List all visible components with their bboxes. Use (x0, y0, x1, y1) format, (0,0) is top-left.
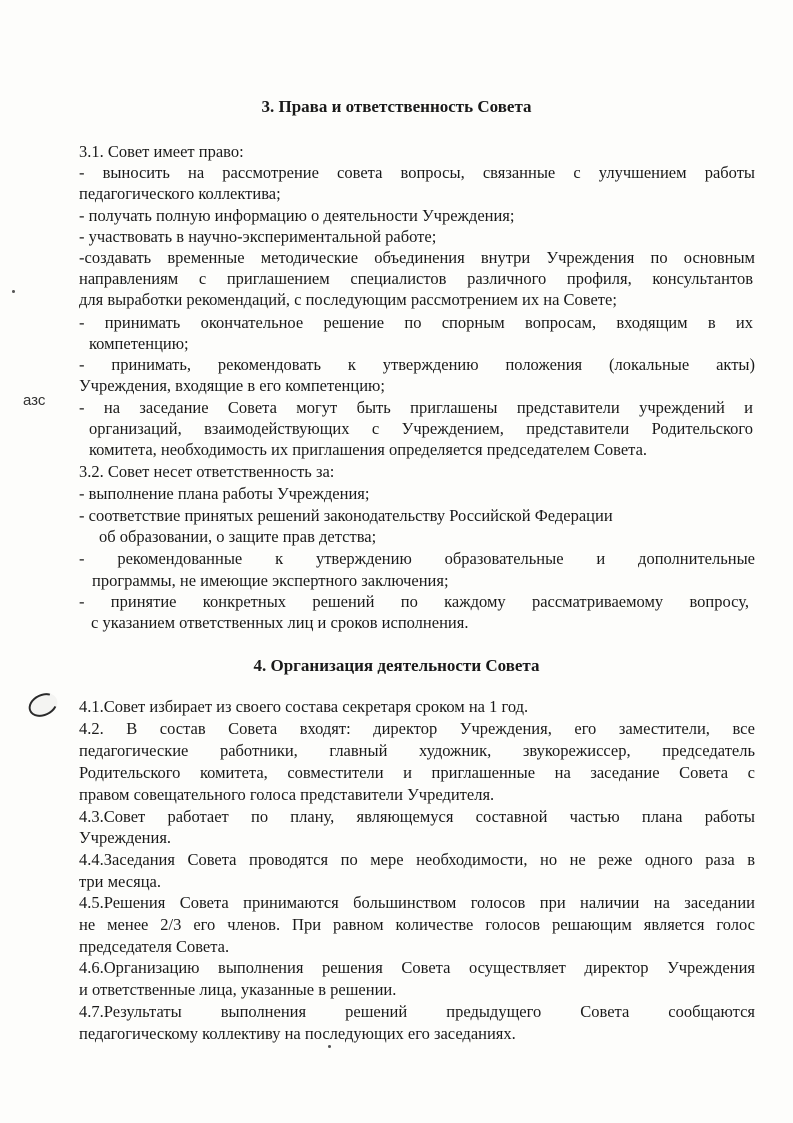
text-line: - принимать, рекомендовать к утверждению положения (локальные акты) (79, 355, 755, 374)
section-4-title: 4. Организация деятельности Совета (253, 656, 540, 675)
text-line: не менее 2/3 его членов. При равном количестве голосов решающим является голос (79, 915, 755, 934)
text-line: - выполнение плана работы Учреждения; (79, 484, 370, 503)
text-line: Учреждения. (79, 828, 172, 847)
text-line: с указанием ответственных лиц и сроков исполнения. (91, 613, 469, 632)
text-line: и ответственные лица, указанные в решении. (79, 980, 397, 999)
margin-mark: азс (23, 392, 46, 409)
text-line: - получать полную информацию о деятельности Учреждения; (79, 206, 515, 225)
text-line: -создавать временные методические объединения внутри Учреждения по основным (79, 248, 755, 267)
text-line: правом совещательного голоса представители Учредителя. (79, 785, 495, 804)
text-line: педагогические работники, главный художник, звукорежиссер, председатель (79, 741, 755, 760)
text-line: 4.5.Решения Совета принимаются большинством голосов при наличии на заседании (79, 893, 755, 912)
text-line: 3.1. Совет имеет право: (79, 142, 244, 161)
text-line: для выработки рекомендаций, с последующим рассмотрением их на Совете; (79, 290, 617, 309)
text-line: педагогическому коллективу на последующих его заседаниях. (79, 1024, 516, 1043)
text-line: 4.4.Заседания Совета проводятся по мере необходимости, но не реже одного раза в (79, 850, 755, 869)
text-line: Учреждения, входящие в его компетенцию; (79, 376, 385, 395)
text-line: об образовании, о защите прав детства; (99, 527, 377, 546)
text-line: председателя Совета. (79, 937, 230, 956)
text-line: - выносить на рассмотрение совета вопросы, связанные с улучшением работы (79, 163, 755, 182)
text-line: направлениям с приглашением специалистов различного профиля, консультантов (79, 269, 753, 288)
text-line: 4.7.Результаты выполнения решений предыдущего Совета сообщаются (79, 1002, 755, 1021)
text-line: - участвовать в научно-экспериментальной работе; (79, 227, 437, 246)
text-line: комитета, необходимость их приглашения определяется председателем Совета. (89, 440, 648, 459)
text-line: - соответствие принятых решений законодательству Российской Федерации (79, 506, 613, 525)
section-3-title: 3. Права и ответственность Совета (261, 97, 532, 116)
text-line: - рекомендованные к утверждению образовательные и дополнительные (79, 549, 755, 568)
text-line: - принимать окончательное решение по спорным вопросам, входящим в их (79, 313, 753, 332)
text-line: 4.2. В состав Совета входят: директор Учреждения, его заместители, все (79, 719, 755, 738)
text-line: программы, не имеющие экспертного заключения; (92, 571, 449, 590)
text-line: 4.1.Совет избирает из своего состава секретаря сроком на 1 год. (79, 697, 529, 716)
text-line: - на заседание Совета могут быть приглашены представители учреждений и (79, 398, 753, 417)
text-line: компетенцию; (89, 334, 189, 353)
text-line: - принятие конкретных решений по каждому рассматриваемому вопросу, (79, 592, 749, 611)
scan-speck (328, 1045, 331, 1048)
scan-speck (12, 290, 15, 293)
text-line: педагогического коллектива; (79, 184, 281, 203)
text-line: Родительского комитета, совместители и приглашенные на заседание Совета с (79, 763, 755, 782)
text-line: 4.6.Организацию выполнения решения Совета осуществляет директор Учреждения (79, 958, 755, 977)
text-line: организаций, взаимодействующих с Учреждением, представители Родительского (89, 419, 753, 438)
text-line: три месяца. (79, 872, 161, 891)
text-line: 4.3.Совет работает по плану, являющемуся составной частью плана работы (79, 807, 755, 826)
text-line: 3.2. Совет несет ответственность за: (79, 462, 335, 481)
punch-hole (25, 689, 61, 722)
